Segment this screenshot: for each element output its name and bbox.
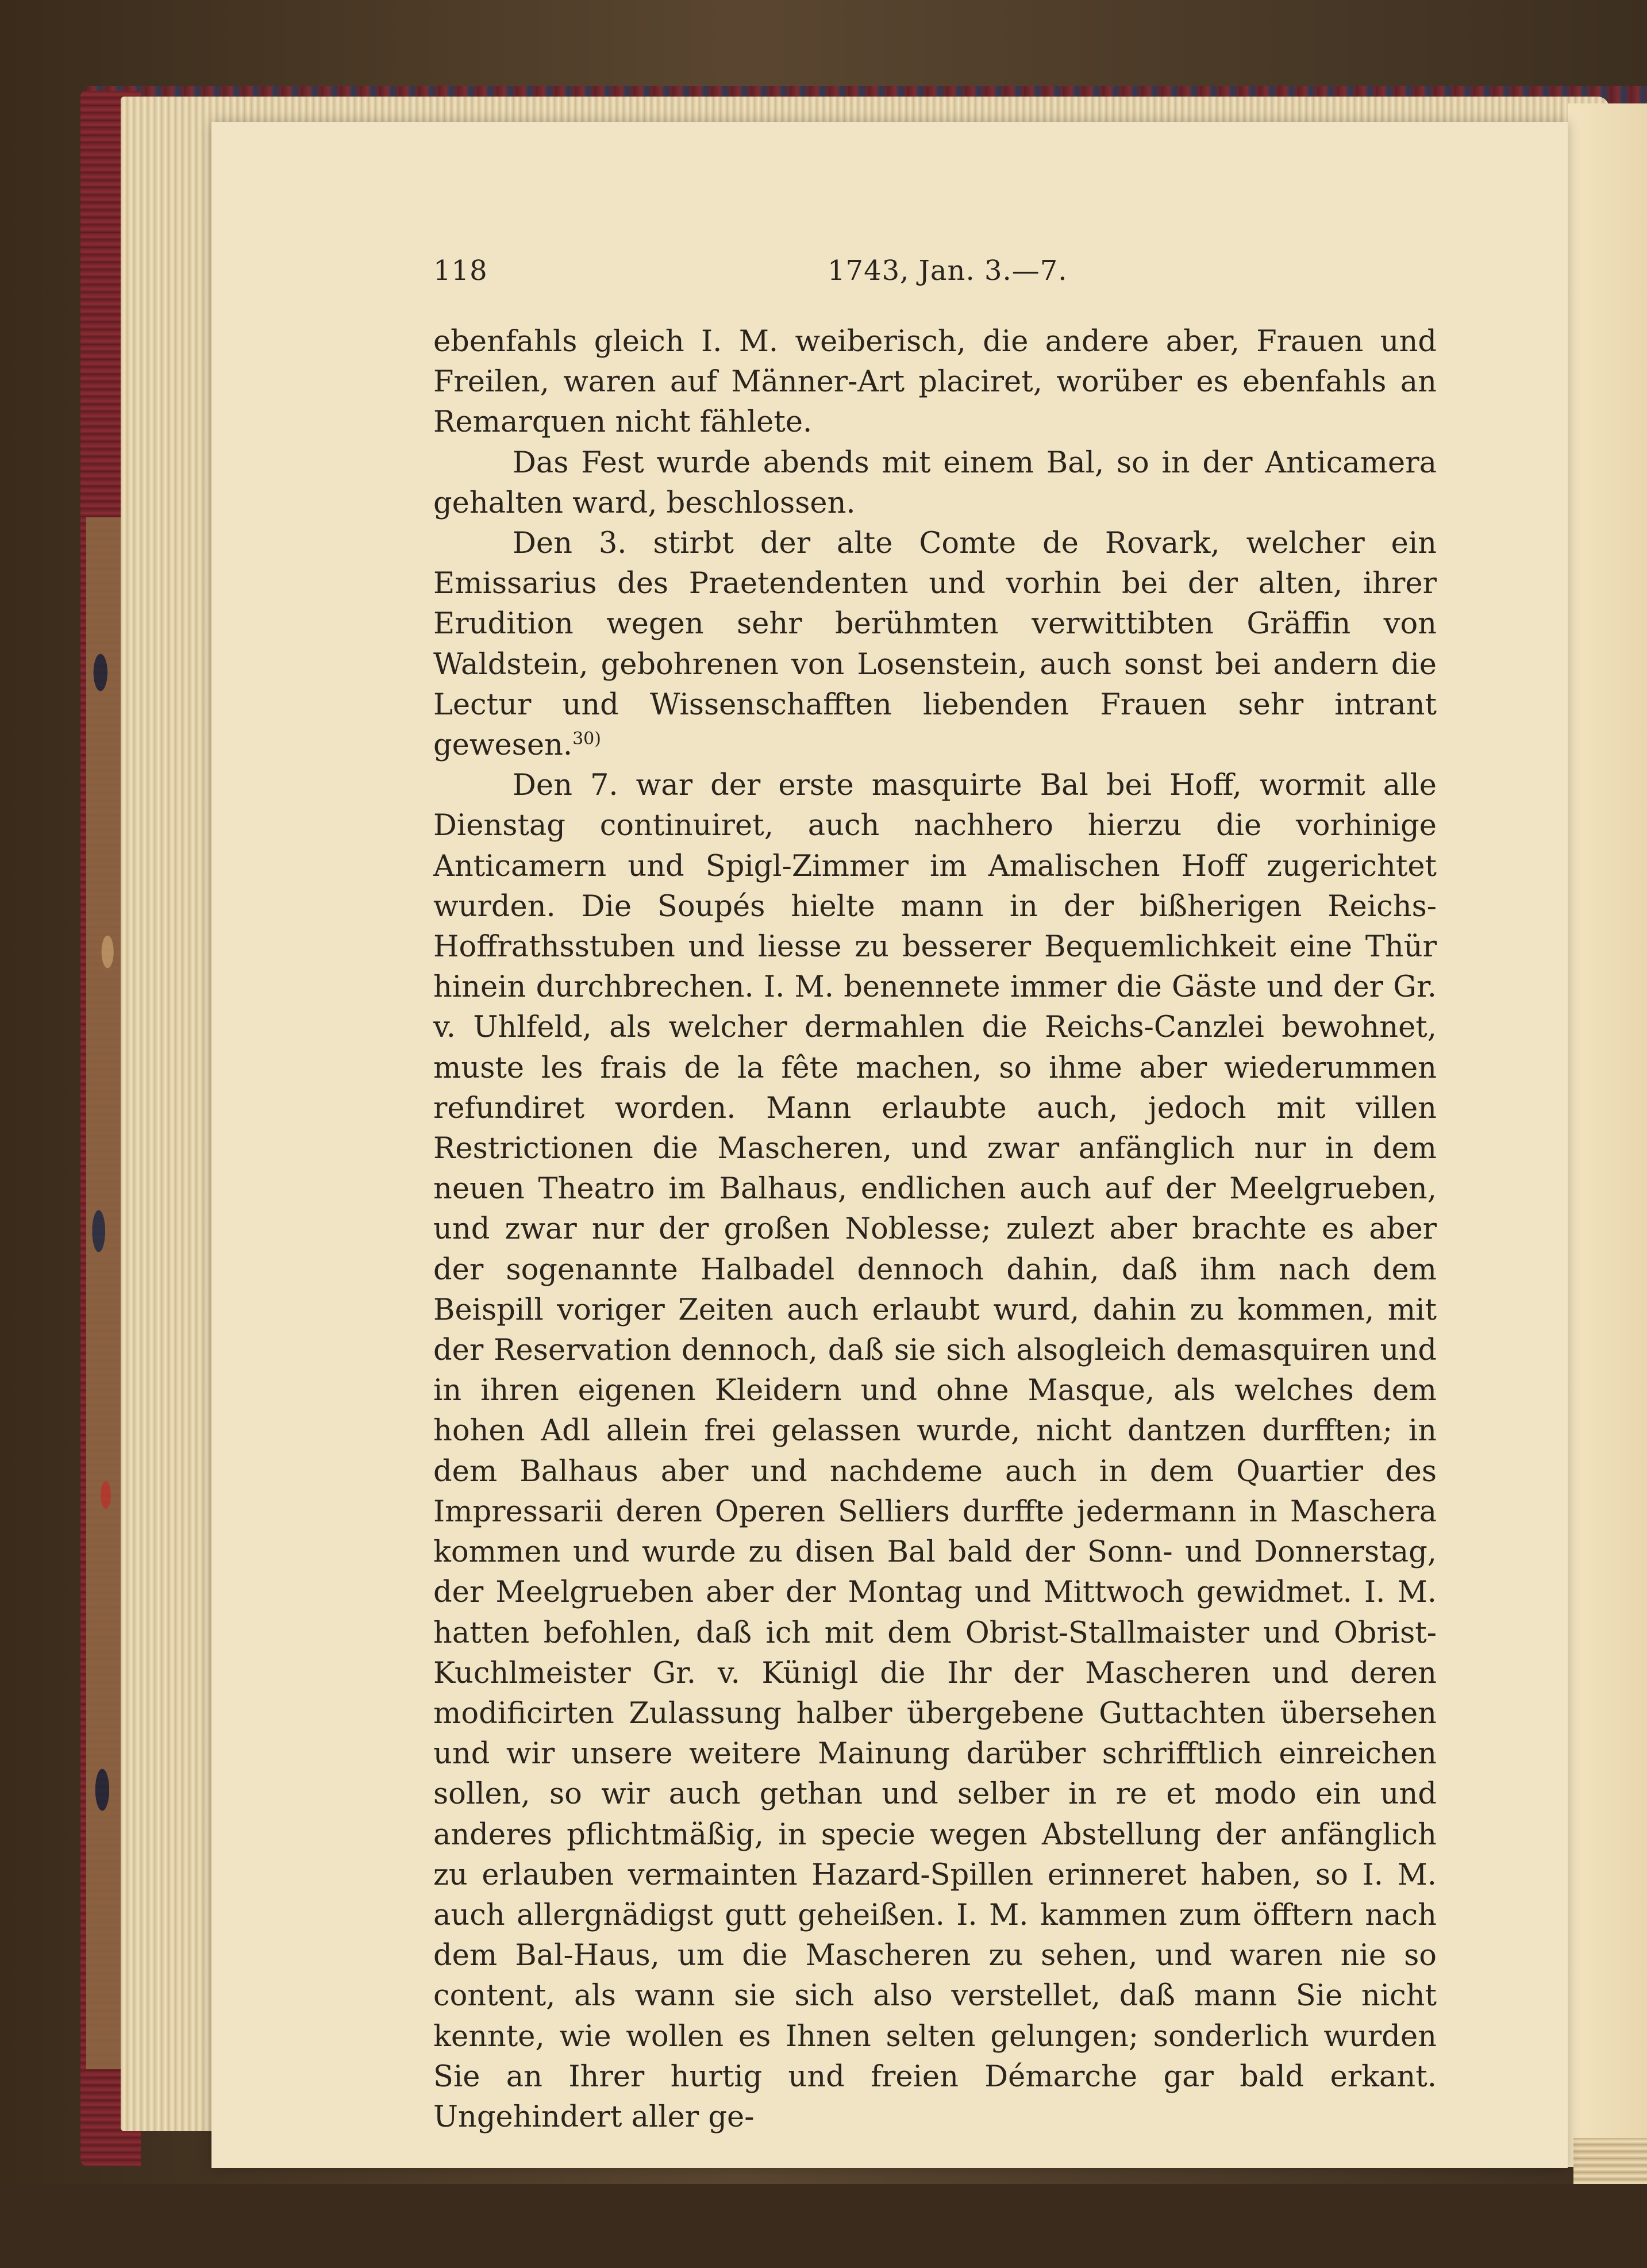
page-number: 118 (433, 255, 488, 287)
paragraph: Den 7. war der erste masquirte Bal bei Hoff, wormit alle Dienstag continuiret, auch nachhero hierzu die vorhinige Anticamern und Spigl-Zimmer im Amalischen Hoff zugerichtet wurden. Die Soupés hielte mann in der bißherigen Reichs-Hoffrathsstuben und liesse zu besserer Bequemlichkeit eine Thür hinein durchbrechen. I. M. benennete immer die Gäste und der Gr. v. Uhlfeld, als welcher dermahlen die Reichs-Canzlei bewohnet, muste les frais de la fête machen, so ihme aber wiederummen refundiret worden. Mann erlaubte auch, jedoch mit villen Restrictionen die Mascheren, und zwar anfänglich nur in dem neuen Theatro im Balhaus, endlichen auch auf der Meelgrueben, und zwar nur der großen Noblesse; zulezt aber brachte es aber der sogenannte Halbadel dennoch dahin, daß ihm nach dem Beispill voriger Zeiten auch erlaubt wurd, dahin zu kommen, mit der Reservation dennoch, daß sie sich alsogleich demasquiren und in ihren eigenen Kleidern und ohne Masque, als welches dem hohen Adl allein frei gelassen wurde, nicht dantzen durfften; in dem Balhaus aber und nachdeme auch in dem Quartier des Impressarii deren Operen Selliers durffte jedermann in Maschera kommen und wurde zu disen Bal bald der Sonn- und Donnerstag, der Meelgrueben aber der Montag und Mittwoch gewidmet. I. M. hatten befohlen, daß ich mit dem Obrist-Stallmaister und Obrist-Kuchlmeister Gr. v. Künigl die Ihr der Mascheren und deren modificirten Zulassung halber übergebene Guttachten übersehen und wir unsere weitere Mainung darüber schrifftlich einreichen sollen, so wir auch gethan und selber in re et modo ein und anderes pflichtmäßig, in specie wegen Abstellung der anfänglich zu erlauben vermainten Hazard-Spillen erinneret haben, so I. M. auch allergnädigst gutt geheißen. I. M. kammen zum öfftern nach dem Bal-Haus, um die Mascheren zu sehen, und waren nie so content, als wann sie sich also verstellet, daß mann Sie nicht kennte, wie wollen es Ihnen selten gelungen; sonderlich wurden Sie an Ihrer hurtig und freien Démarche gar bald erkant. Ungehindert aller ge- (433, 768, 1437, 2134)
facing-page-edge (1568, 103, 1647, 2167)
paragraph: ebenfahls gleich I. M. weiberisch, die andere aber, Frauen und Freilen, waren auf Männer-Art placiret, worüber es ebenfahls an Remarquen nicht fählete. (433, 325, 1437, 440)
paragraph (433, 524, 1437, 766)
paragraph-text: Den 3. stirbt der alte Comte de Rovark, welcher ein Emissarius des Praetendenten und vorhin bei der alten, ihrer Erudition wegen sehr berühmten verwittibten Gräffin von Waldstein, gebohrenen von Losenstein, auch sonst bei andern die Lectur und Wissenschafften liebenden Frauen sehr intrant gewesen. (433, 526, 1437, 763)
marbled-endpaper (86, 517, 122, 2069)
scan-bottom-margin (0, 2184, 1647, 2268)
paragraph: Das Fest wurde abends mit einem Bal, so in der Anticamera gehalten ward, beschlossen. (433, 445, 1437, 520)
running-title: 1743, Jan. 3.—7. (828, 255, 1068, 287)
footnote-reference: 30) (572, 729, 601, 749)
page-header (433, 255, 1068, 301)
body-text (433, 322, 1437, 2138)
